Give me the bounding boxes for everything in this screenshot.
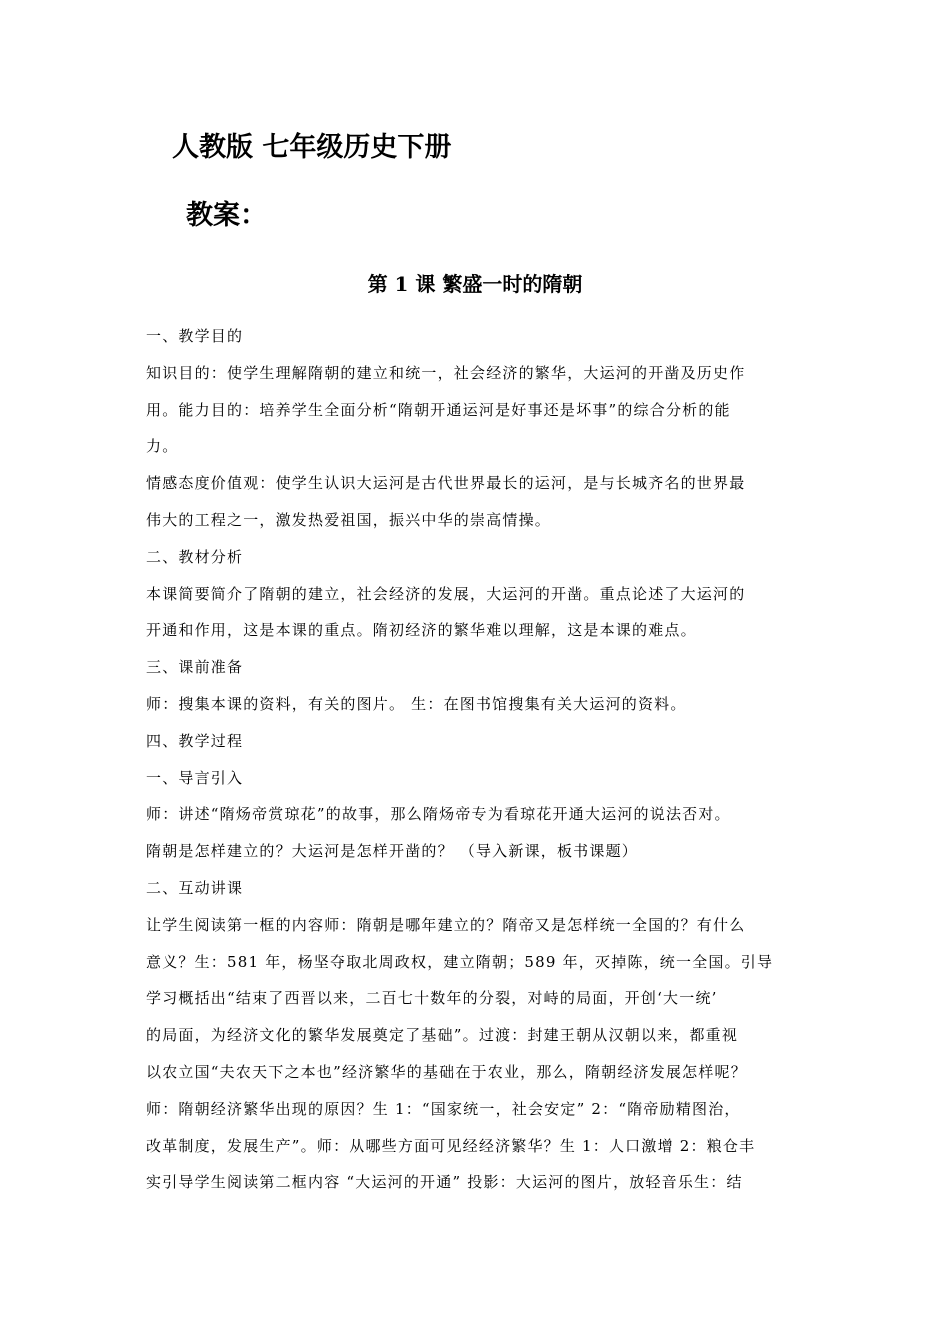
paragraph-line: 力。 — [146, 437, 179, 456]
lesson-title: 第 1 课 繁盛一时的隋朝 — [367, 272, 583, 296]
section-heading-material-analysis: 二、教材分析 — [146, 547, 244, 566]
paragraph-line: 隋朝是怎样建立的？大运河是怎样开凿的？ （导入新课，板书课题） — [146, 842, 638, 861]
document-subtitle: 教案： — [186, 200, 267, 231]
paragraph-line: 情感态度价值观：使学生认识大运河是古代世界最长的运河，是与长城齐名的世界最 — [146, 474, 746, 493]
paragraph-line: 让学生阅读第一框的内容师：隋朝是哪年建立的？隋帝又是怎样统一全国的？有什么 — [146, 915, 746, 934]
subsection-heading-interactive-lecture: 二、互动讲课 — [146, 878, 244, 897]
paragraph-line: 知识目的：使学生理解隋朝的建立和统一，社会经济的繁华，大运河的开凿及历史作 — [146, 363, 746, 382]
section-heading-preparation: 三、课前准备 — [146, 658, 244, 677]
section-heading-teaching-process: 四、教学过程 — [146, 731, 244, 750]
paragraph-line: 改革制度，发展生产”。师：从哪些方面可见经经济繁华？生 1：人口激增 2：粮仓丰 — [146, 1136, 756, 1155]
paragraph-line: 用。能力目的：培养学生全面分析“隋朝开通运河是好事还是坏事”的综合分析的能 — [146, 400, 731, 419]
paragraph-line: 师：讲述“隋炀帝赏琼花”的故事，那么隋炀帝专为看琼花开通大运河的说法否对。 — [146, 805, 731, 824]
paragraph-line: 学习概括出“结束了西晋以来，二百七十数年的分裂，对峙的局面，开创‘大一统’ — [146, 989, 718, 1008]
paragraph-line: 以农立国“夫农天下之本也”经济繁华的基础在于农业，那么，隋朝经济发展怎样呢？ — [146, 1062, 747, 1081]
subsection-heading-introduction: 一、导言引入 — [146, 768, 244, 787]
paragraph-line: 意义？生：581 年，杨坚夺取北周政权，建立隋朝；589 年，灭掉陈，统一全国。引导 — [146, 952, 774, 971]
paragraph-line: 伟大的工程之一，激发热爱祖国，振兴中华的崇高情操。 — [146, 510, 552, 529]
paragraph-line: 实引导学生阅读第二框内容 “大运河的开通” 投影：大运河的图片，放轻音乐生：结 — [146, 1173, 743, 1192]
paragraph-line: 本课简要简介了隋朝的建立，社会经济的发展，大运河的开凿。重点论述了大运河的 — [146, 584, 746, 603]
lesson-body — [146, 318, 816, 1201]
document-title: 人教版 七年级历史下册 — [172, 132, 452, 163]
paragraph-line: 开通和作用，这是本课的重点。隋初经济的繁华难以理解，这是本课的难点。 — [146, 621, 697, 640]
paragraph-line: 的局面，为经济文化的繁华发展奠定了基础”。过渡：封建王朝从汉朝以来，都重视 — [146, 1026, 739, 1045]
paragraph-line: 师：隋朝经济繁华出现的原因？生 1：“国家统一，社会安定” 2：“隋帝励精图治， — [146, 1099, 741, 1118]
section-heading-teaching-goals: 一、教学目的 — [146, 327, 244, 345]
paragraph-line: 师：搜集本课的资料，有关的图片。 生：在图书馆搜集有关大运河的资料。 — [146, 694, 687, 713]
